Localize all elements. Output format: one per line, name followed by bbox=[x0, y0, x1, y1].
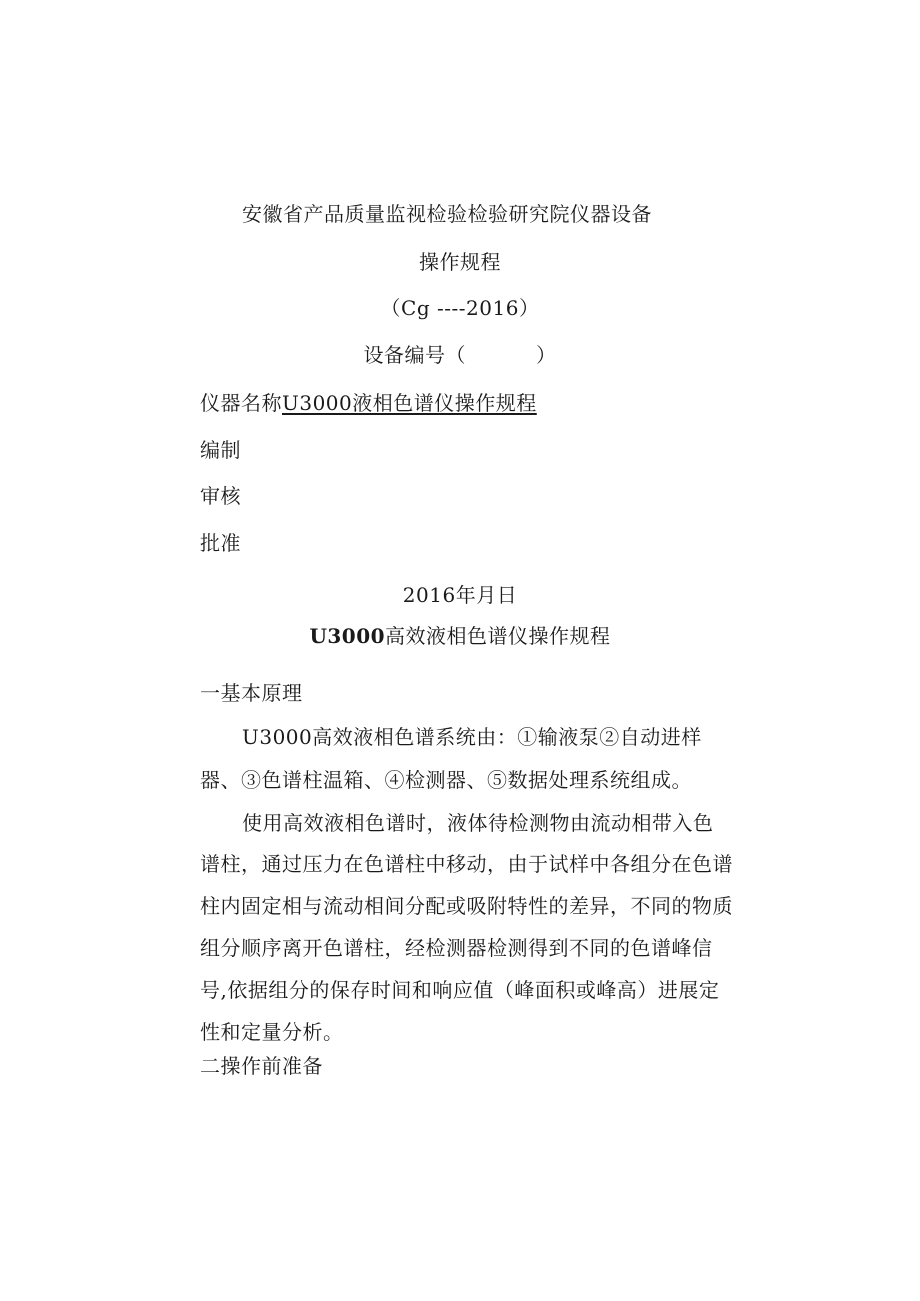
document-title bbox=[0, 623, 920, 649]
paragraph-line: 柱内固定相与流动相间分配或吸附特性的差异，不同的物质 bbox=[200, 894, 733, 918]
institute-title: 安徽省产品质量监视检验检验研究院仪器设备 bbox=[242, 202, 652, 226]
paragraph-line: 谱柱，通过压力在色谱柱中移动，由于试样中各组分在色谱 bbox=[200, 852, 733, 876]
document-type: 操作规程 bbox=[419, 250, 501, 274]
document-date: 2016年月日 bbox=[402, 583, 518, 607]
reviewed-by-label: 审核 bbox=[200, 484, 241, 508]
paragraph-line: 组分顺序离开色谱柱，经检测器检测得到不同的色谱峰信 bbox=[200, 936, 713, 960]
paragraph-line: 器、③色谱柱温箱、④检测器、⑤数据处理系统组成。 bbox=[200, 768, 692, 792]
paragraph-line: 号,依据组分的保存时间和响应值（峰面积或峰高）进展定 bbox=[200, 978, 720, 1002]
equipment-number-label: 设备编号（ bbox=[363, 343, 466, 367]
document-code-suffix: ----2016） bbox=[437, 296, 540, 320]
document-title-text: 高效液相色谱仪操作规程 bbox=[385, 624, 611, 648]
equipment-number-close: ） bbox=[536, 343, 557, 367]
document-code bbox=[0, 295, 920, 321]
instrument-name-value: U3000液相色谱仪操作规程 bbox=[282, 391, 537, 415]
paragraph-line: U3000高效液相色谱系统由：①输液泵②自动进样 bbox=[242, 725, 702, 749]
compiled-by-label: 编制 bbox=[200, 438, 241, 462]
instrument-name bbox=[200, 390, 537, 416]
paragraph-line: 性和定量分析。 bbox=[200, 1020, 344, 1044]
section-heading-preparation: 二操作前准备 bbox=[200, 1054, 323, 1078]
paragraph-line: 使用高效液相色谱时，液体待检测物由流动相带入色 bbox=[242, 811, 714, 835]
document-code-prefix: （Cg bbox=[380, 296, 431, 320]
equipment-number bbox=[0, 342, 920, 368]
approved-by-label: 批准 bbox=[200, 531, 241, 555]
document-title-model: U3000 bbox=[309, 624, 386, 648]
instrument-name-label: 仪器名称 bbox=[200, 391, 282, 415]
section-heading-principles: 一基本原理 bbox=[200, 681, 303, 705]
